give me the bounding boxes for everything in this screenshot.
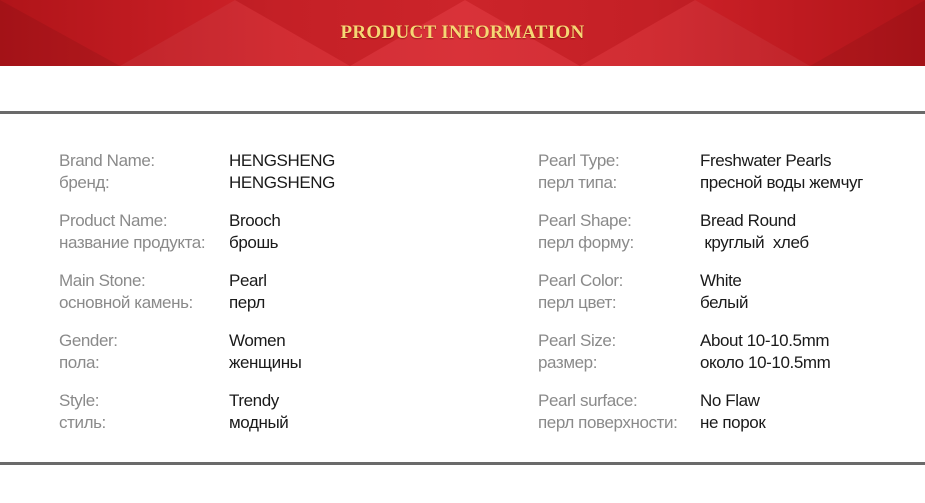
spec-value: Freshwater Pearls пресной воды жемчуг	[700, 151, 863, 192]
table-row	[0, 330, 925, 374]
bottom-divider	[0, 462, 925, 465]
spec-label: Pearl Color: перл цвет:	[538, 271, 623, 312]
spec-value: White белый	[700, 271, 749, 312]
spec-value: Brooch брошь	[229, 211, 281, 252]
spec-label: Pearl Type: перл типа:	[538, 151, 620, 192]
spec-value: HENGSHENG HENGSHENG	[229, 151, 335, 192]
spec-label: Main Stone: основной камень:	[59, 271, 193, 312]
table-row	[0, 270, 925, 314]
spec-label: Style: стиль:	[59, 391, 106, 432]
spec-label: Pearl Shape: перл форму:	[538, 211, 634, 252]
spec-value: Trendy модный	[229, 391, 289, 432]
table-row	[0, 390, 925, 434]
spec-value: Pearl перл	[229, 271, 267, 312]
spec-label: Gender: пола:	[59, 331, 118, 372]
spec-label: Pearl Size: размер:	[538, 331, 616, 372]
header-banner	[0, 0, 925, 66]
spec-label: Pearl surface: перл поверхности:	[538, 391, 678, 432]
spec-value: Bread Round круглый хлеб	[700, 211, 809, 252]
spec-label: Brand Name: бренд:	[59, 151, 155, 192]
table-row	[0, 150, 925, 194]
top-divider	[0, 111, 925, 114]
table-row	[0, 210, 925, 254]
spec-value: No Flaw не порок	[700, 391, 766, 432]
spec-value: Women женщины	[229, 331, 302, 372]
spec-label: Product Name: название продукта:	[59, 211, 206, 252]
page-title: PRODUCT INFORMATION	[340, 22, 585, 43]
spec-value: About 10-10.5mm около 10-10.5mm	[700, 331, 831, 372]
